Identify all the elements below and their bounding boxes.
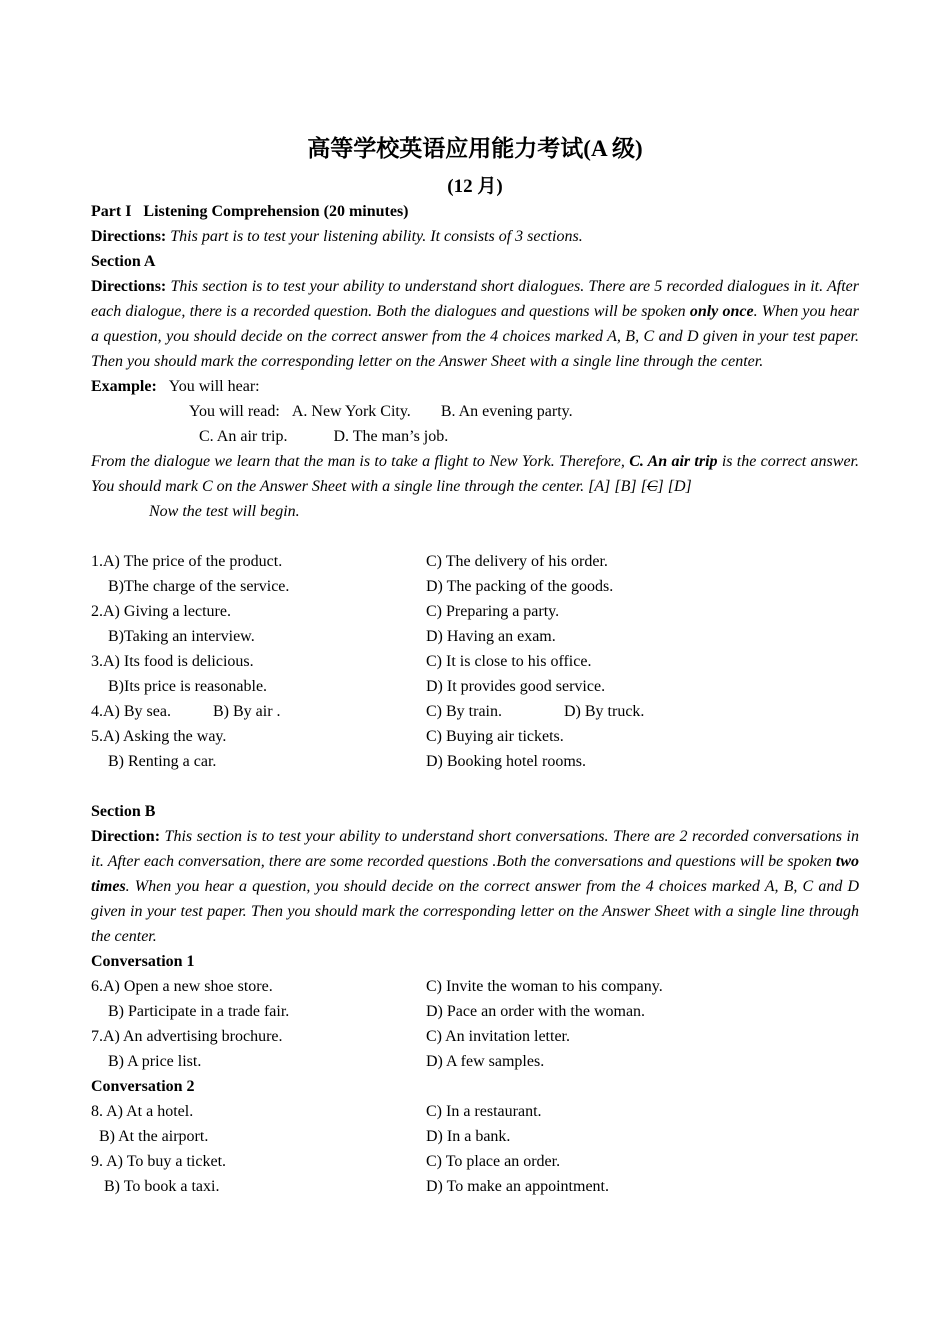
exam-body	[91, 199, 859, 1199]
question-row: 9. A) To buy a ticket. C) To place an order.	[91, 1153, 561, 1170]
question-row: 1.A) The price of the product. C) The delivery of his order.	[91, 553, 608, 570]
question-row: B)The charge of the service. D) The packing of the goods.	[108, 578, 614, 595]
section-a-directions: Directions: This section is to test your ability to understand short dialogues. There are 5 recorded dialogues in it. After each dialogue, there is a recorded question. Both the dialogues and questions will be spoken only once. When you hear a question, you should decide on the correct answer from the 4 choices marked A, B, C and D given in your test paper. Then you should mark the corresponding letter on the Answer Sheet with a single line through the center.	[91, 278, 860, 370]
question-row: 5.A) Asking the way. C) Buying air tickets.	[91, 728, 564, 745]
question-row: 3.A) Its food is delicious. C) It is close to his office.	[91, 653, 592, 670]
question-row: B) Participate in a trade fair. D) Pace an order with the woman.	[108, 1003, 646, 1020]
section-a-questions	[91, 549, 859, 774]
test-begin: Now the test will begin.	[149, 503, 300, 520]
section-a-heading: Section A	[91, 253, 156, 270]
question-row: 2.A) Giving a lecture. C) Preparing a party.	[91, 603, 560, 620]
page-subtitle: (12 月)	[447, 176, 503, 197]
question-row: B) A price list. D) A few samples.	[108, 1053, 545, 1070]
section-b-heading: Section B	[91, 803, 156, 820]
example-explanation: From the dialogue we learn that the man is to take a flight to New York. Therefore, C. An air trip is the correct answer. You should mark C on the Answer Sheet with a single line through the center. [A] [B] [C] [D]	[91, 453, 859, 495]
example-line: Example: You will hear:	[91, 378, 260, 395]
question-row: 8. A) At a hotel. C) In a restaurant.	[91, 1103, 542, 1120]
section-b-directions: Direction: This section is to test your ability to understand short conversations. There are 2 recorded conversations in it. After each conversation, there are some recorded questions .Both the conversations and questions will be spoken two times. When you hear a question, you should decide on the correct answer from the 4 choices marked A, B, C and D given in your test paper. Then you should mark the corresponding letter on the Answer Sheet with a single line through the center.	[91, 828, 860, 945]
question-row-4: 4.A) By sea. B) By air . C) By train. D) By truck.	[91, 703, 645, 720]
page-title: 高等学校英语应用能力考试(A 级)	[307, 136, 643, 161]
example-read-line: You will read: A. New York City. B. An evening party.	[189, 403, 573, 420]
question-row: B)Taking an interview. D) Having an exam.	[108, 628, 556, 645]
part1-directions: Directions: This part is to test your listening ability. It consists of 3 sections.	[91, 228, 583, 245]
conversation-2-heading: Conversation 2	[91, 1078, 195, 1095]
question-row: 6.A) Open a new shoe store. C) Invite the woman to his company.	[91, 978, 663, 995]
question-row: B)Its price is reasonable. D) It provides good service.	[108, 678, 606, 695]
part1-heading: Part I Listening Comprehension (20 minutes)	[91, 203, 409, 220]
example-options-line: C. An air trip. D. The man’s job.	[199, 428, 449, 445]
question-row: 7.A) An advertising brochure. C) An invitation letter.	[91, 1028, 570, 1045]
question-row: B) To book a taxi. D) To make an appointment.	[104, 1178, 609, 1195]
conversation-1-heading: Conversation 1	[91, 953, 195, 970]
question-row: B) At the airport. D) In a bank.	[99, 1128, 511, 1145]
question-row: B) Renting a car. D) Booking hotel rooms.	[108, 753, 586, 770]
